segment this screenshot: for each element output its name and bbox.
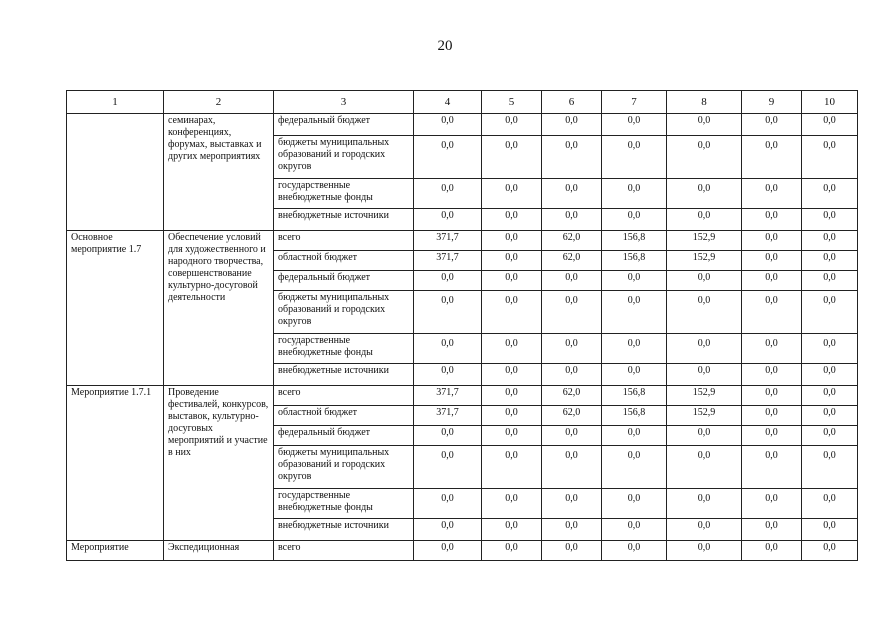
value-cell: 0,0 [414,364,482,386]
value-cell: 152,9 [667,386,742,406]
value-cell: 0,0 [667,114,742,136]
value-cell: 0,0 [414,446,482,489]
event-name-cell: Экспедиционная [164,541,274,561]
value-cell: 0,0 [482,179,542,209]
value-cell: 0,0 [542,426,602,446]
funding-source-cell: государственные внебюджетные фонды [274,334,414,364]
page-number: 20 [437,38,453,54]
value-cell: 0,0 [482,271,542,291]
value-cell: 0,0 [667,291,742,334]
header-cell: 6 [542,91,602,114]
value-cell: 0,0 [482,209,542,231]
event-name-cell: Обеспечение условий для художественного и народного творчества, совершенствование культурно-досуговой деятельности [164,231,274,386]
header-cell: 1 [67,91,164,114]
value-cell: 0,0 [602,114,667,136]
value-cell: 0,0 [742,406,802,426]
value-cell: 0,0 [542,271,602,291]
funding-source-cell: государственные внебюджетные фонды [274,179,414,209]
value-cell: 0,0 [602,489,667,519]
value-cell: 0,0 [482,519,542,541]
value-cell: 0,0 [802,364,858,386]
value-cell: 0,0 [802,386,858,406]
value-cell: 0,0 [602,426,667,446]
value-cell: 0,0 [482,334,542,364]
header-cell: 7 [602,91,667,114]
value-cell: 0,0 [482,489,542,519]
funding-source-cell: внебюджетные источники [274,519,414,541]
value-cell: 0,0 [482,231,542,251]
value-cell: 0,0 [802,541,858,561]
value-cell: 0,0 [667,271,742,291]
funding-source-cell: областной бюджет [274,251,414,271]
value-cell: 0,0 [542,136,602,179]
value-cell: 156,8 [602,386,667,406]
value-cell: 0,0 [414,489,482,519]
value-cell: 0,0 [802,251,858,271]
value-cell: 0,0 [602,364,667,386]
value-cell: 0,0 [742,489,802,519]
funding-source-cell: всего [274,386,414,406]
value-cell: 0,0 [542,291,602,334]
value-cell: 0,0 [482,386,542,406]
value-cell: 0,0 [742,136,802,179]
table-row [67,114,858,136]
header-cell: 9 [742,91,802,114]
value-cell: 0,0 [542,114,602,136]
value-cell: 62,0 [542,406,602,426]
value-cell: 0,0 [414,426,482,446]
table-row [67,541,858,561]
value-cell: 0,0 [414,136,482,179]
value-cell: 0,0 [742,179,802,209]
value-cell: 0,0 [482,426,542,446]
value-cell: 0,0 [414,179,482,209]
value-cell: 0,0 [602,519,667,541]
value-cell: 0,0 [482,541,542,561]
value-cell: 0,0 [667,209,742,231]
funding-source-cell: внебюджетные источники [274,364,414,386]
value-cell: 0,0 [802,489,858,519]
budget-table [66,90,858,561]
value-cell: 152,9 [667,251,742,271]
header-cell: 10 [802,91,858,114]
value-cell: 0,0 [742,291,802,334]
event-name-cell: семинарах, конференциях, форумах, выставках и других мероприятиях [164,114,274,231]
value-cell: 0,0 [742,251,802,271]
value-cell: 0,0 [414,271,482,291]
value-cell: 0,0 [482,251,542,271]
event-code-cell: Мероприятие [67,541,164,561]
event-code-cell [67,114,164,231]
value-cell: 0,0 [414,291,482,334]
funding-source-cell: всего [274,541,414,561]
value-cell: 0,0 [667,334,742,364]
value-cell: 152,9 [667,231,742,251]
header-cell: 8 [667,91,742,114]
value-cell: 371,7 [414,251,482,271]
value-cell: 0,0 [802,334,858,364]
value-cell: 0,0 [802,231,858,251]
value-cell: 0,0 [802,446,858,489]
value-cell: 0,0 [742,386,802,406]
value-cell: 0,0 [742,334,802,364]
value-cell: 0,0 [802,114,858,136]
value-cell: 156,8 [602,406,667,426]
value-cell: 0,0 [742,231,802,251]
value-cell: 371,7 [414,386,482,406]
value-cell: 0,0 [802,136,858,179]
value-cell: 0,0 [802,271,858,291]
header-row [67,91,858,114]
value-cell: 0,0 [602,291,667,334]
value-cell: 62,0 [542,251,602,271]
header-cell: 2 [164,91,274,114]
value-cell: 0,0 [414,519,482,541]
value-cell: 0,0 [742,446,802,489]
value-cell: 0,0 [602,446,667,489]
header-cell: 4 [414,91,482,114]
value-cell: 0,0 [602,209,667,231]
value-cell: 0,0 [414,114,482,136]
value-cell: 0,0 [414,209,482,231]
value-cell: 0,0 [482,446,542,489]
value-cell: 152,9 [667,406,742,426]
value-cell: 0,0 [667,446,742,489]
funding-source-cell: бюджеты муниципальных образований и городских округов [274,446,414,489]
funding-source-cell: федеральный бюджет [274,426,414,446]
value-cell: 0,0 [667,426,742,446]
value-cell: 0,0 [542,519,602,541]
value-cell: 0,0 [602,136,667,179]
value-cell: 62,0 [542,231,602,251]
funding-source-cell: всего [274,231,414,251]
value-cell: 0,0 [667,541,742,561]
funding-source-cell: внебюджетные источники [274,209,414,231]
event-code-cell: Мероприятие 1.7.1 [67,386,164,541]
value-cell: 0,0 [482,291,542,334]
value-cell: 0,0 [482,114,542,136]
value-cell: 0,0 [742,426,802,446]
value-cell: 0,0 [542,489,602,519]
value-cell: 0,0 [542,541,602,561]
value-cell: 62,0 [542,386,602,406]
value-cell: 0,0 [542,446,602,489]
value-cell: 156,8 [602,251,667,271]
value-cell: 0,0 [742,209,802,231]
value-cell: 0,0 [482,136,542,179]
value-cell: 0,0 [802,209,858,231]
value-cell: 156,8 [602,231,667,251]
value-cell: 0,0 [482,364,542,386]
value-cell: 0,0 [602,334,667,364]
value-cell: 0,0 [482,406,542,426]
value-cell: 0,0 [542,364,602,386]
value-cell: 0,0 [802,406,858,426]
event-code-cell: Основное мероприятие 1.7 [67,231,164,386]
value-cell: 0,0 [602,541,667,561]
funding-source-cell: бюджеты муниципальных образований и городских округов [274,136,414,179]
value-cell: 0,0 [602,271,667,291]
header-cell: 3 [274,91,414,114]
value-cell: 0,0 [667,179,742,209]
value-cell: 0,0 [802,179,858,209]
value-cell: 0,0 [542,209,602,231]
event-name-cell: Проведение фестивалей, конкурсов, выставок, культурно-досуговых мероприятий и участие в них [164,386,274,541]
value-cell: 0,0 [742,519,802,541]
value-cell: 0,0 [667,364,742,386]
value-cell: 0,0 [414,541,482,561]
funding-source-cell: государственные внебюджетные фонды [274,489,414,519]
value-cell: 0,0 [802,426,858,446]
value-cell: 0,0 [802,291,858,334]
value-cell: 0,0 [742,114,802,136]
value-cell: 0,0 [667,519,742,541]
value-cell: 371,7 [414,406,482,426]
value-cell: 0,0 [742,271,802,291]
value-cell: 0,0 [802,519,858,541]
value-cell: 0,0 [414,334,482,364]
value-cell: 0,0 [542,334,602,364]
value-cell: 0,0 [602,179,667,209]
header-cell: 5 [482,91,542,114]
value-cell: 0,0 [542,179,602,209]
value-cell: 0,0 [742,541,802,561]
value-cell: 0,0 [667,136,742,179]
value-cell: 0,0 [667,489,742,519]
table-row [67,231,858,251]
value-cell: 371,7 [414,231,482,251]
funding-source-cell: бюджеты муниципальных образований и городских округов [274,291,414,334]
value-cell: 0,0 [742,364,802,386]
funding-source-cell: федеральный бюджет [274,271,414,291]
table-row [67,386,858,406]
funding-source-cell: федеральный бюджет [274,114,414,136]
funding-source-cell: областной бюджет [274,406,414,426]
